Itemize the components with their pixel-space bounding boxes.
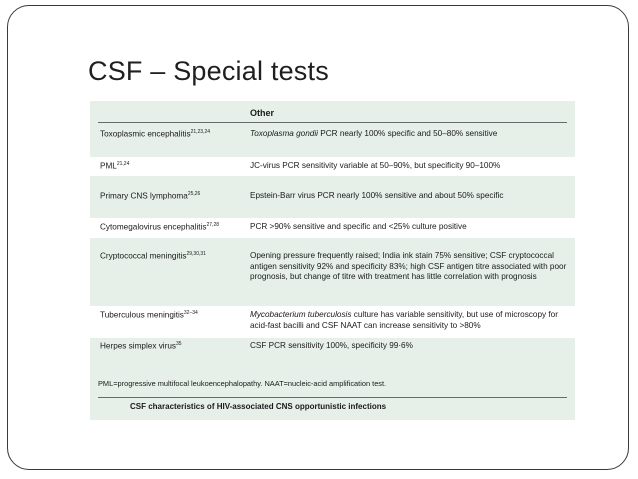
table-caption: CSF characteristics of HIV-associated CNS opportunistic infections xyxy=(130,402,387,411)
row-description: Opening pressure frequently raised; India ink stain 75% sensitive; CSF cryptococcal antigen sensitivity 92% and specificity 83%; high CSF antigen titre associated with poor prognosis, but change of titre with treatment has little correlation with prognosis xyxy=(250,251,567,282)
slide-title: CSF – Special tests xyxy=(88,56,329,86)
column-header-other: Other xyxy=(250,108,275,118)
row-condition: Tuberculous meningitis$^{32-34}$ xyxy=(100,310,198,320)
caption-divider xyxy=(98,397,567,398)
row-description: PCR >90% sensitive and specific and <25% culture positive xyxy=(250,222,467,231)
table-row xyxy=(90,306,575,338)
row-description: Toxoplasma gondii PCR nearly 100% specific and 50–80% sensitive xyxy=(250,129,498,138)
table-row xyxy=(90,247,575,297)
row-description: JC-virus PCR sensitivity variable at 50–90%, but specificity 90–100% xyxy=(250,161,501,170)
table-footnote: PML=progressive multifocal leukoencephalopathy. NAAT=nucleic-acid amplification test. xyxy=(98,379,387,388)
csf-table xyxy=(90,101,575,420)
row-condition: Primary CNS lymphoma$^{25,26}$ xyxy=(100,191,201,201)
row-condition: PML$^{21,24}$ xyxy=(100,161,130,171)
table-row xyxy=(90,125,575,145)
table-row xyxy=(90,337,575,357)
row-description: Epstein-Barr virus PCR nearly 100% sensitive and about 50% specific xyxy=(250,191,504,200)
table-row xyxy=(90,187,575,207)
row-condition: Cryptococcal meningitis$^{29,30,31}$ xyxy=(100,251,206,261)
table-row xyxy=(90,157,575,176)
row-condition: Toxoplasmic encephalitis$^{21,23,24}$ xyxy=(100,129,211,139)
row-description: Mycobacterium tuberculosis culture has variable sensitivity, but use of microscopy for acid-fast bacilli and CSF NAAT can increase sensitivity to >80% xyxy=(250,310,558,330)
header-divider xyxy=(98,122,567,123)
row-description: CSF PCR sensitivity 100%, specificity 99·6% xyxy=(250,341,413,350)
row-condition: Herpes simplex virus$^{35}$ xyxy=(100,341,182,351)
table-row xyxy=(90,218,575,238)
row-condition: Cytomegalovirus encephalitis$^{27,28}$ xyxy=(100,222,220,232)
